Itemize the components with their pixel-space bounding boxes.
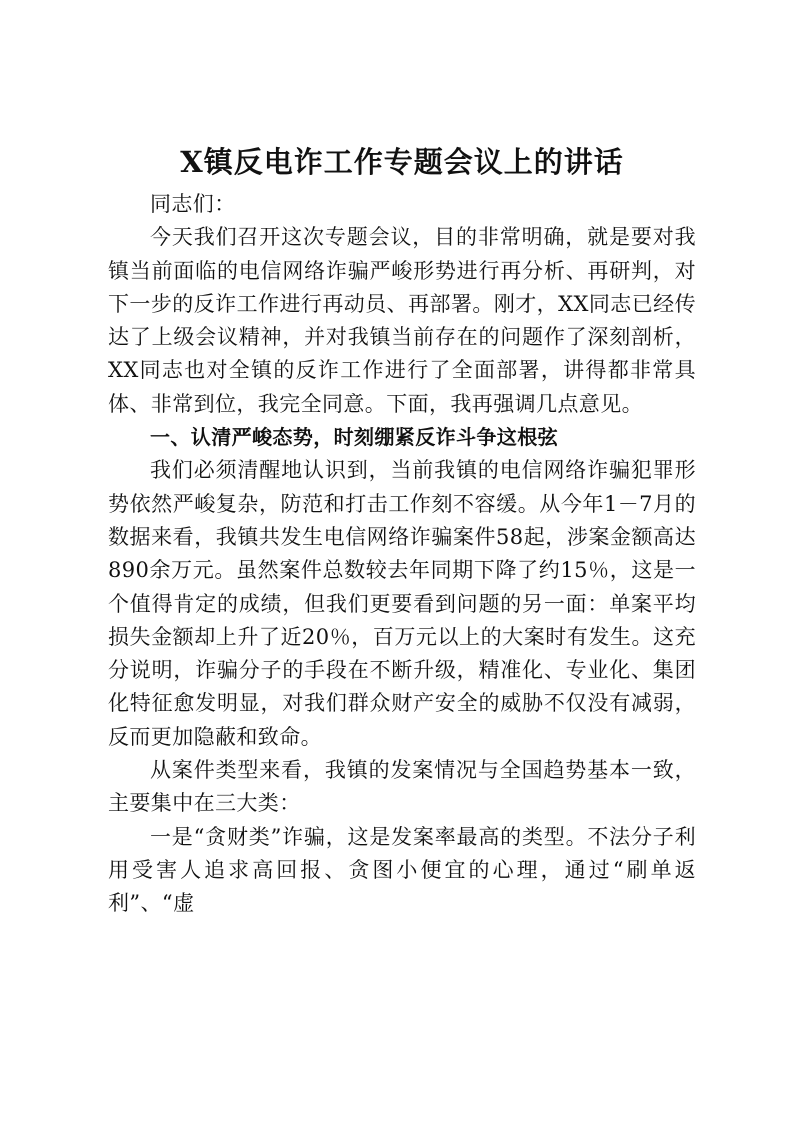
section1-paragraph-3: 一是“贪财类”诈骗，这是发案率最高的类型。不法分子利用受害人追求高回报、贪图小便宜的心理，通过“刷单返利”、“虚 [108, 824, 696, 916]
section1-paragraph-1: 我们必须清醒地认识到，当前我镇的电信网络诈骗犯罪形势依然严峻复杂，防范和打击工作刻不容缓。从今年1－7月的数据来看，我镇共发生电信网络诈骗案件58起，涉案金额高达890余万元。虽然案件总数较去年同期下降了约15％，这是一个值得肯定的成绩，但我们更要看到问题的另一面：单案平均损失金额却上升了近20％，百万元以上的大案时有发生。这充分说明，诈骗分子的手段在不断升级，精准化、专业化、集团化特征愈发明显，对我们群众财产安全的威胁不仅没有减弱，反而更加隐蔽和致命。 [108, 458, 696, 749]
section-heading-1: 一、认清严峻态势，时刻绷紧反诈斗争这根弦 [150, 425, 558, 450]
salutation: 同志们： [150, 192, 236, 216]
document-page [108, 140, 696, 921]
document-title: X镇反电诈工作专题会议上的讲话 [180, 145, 624, 179]
intro-paragraph: 今天我们召开这次专题会议，目的非常明确，就是要对我镇当前面临的电信网络诈骗严峻形势进行再分析、再研判，对下一步的反诈工作进行再动员、再部署。刚才，XX同志已经传达了上级会议精神，并对我镇当前存在的问题作了深刻剖析，XX同志也对全镇的反诈工作进行了全面部署，讲得都非常具体、非常到位，我完全同意。下面，我再强调几点意见。 [108, 225, 696, 416]
section1-paragraph-2: 从案件类型来看，我镇的发案情况与全国趋势基本一致，主要集中在三大类： [108, 758, 696, 816]
